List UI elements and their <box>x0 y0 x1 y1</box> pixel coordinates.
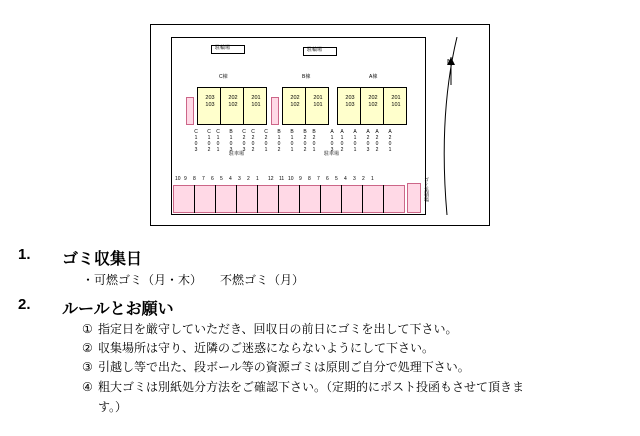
unit-lower: 102 <box>290 101 300 108</box>
unit-lower: 102 <box>228 101 238 108</box>
stall-number: 8 <box>308 176 311 182</box>
stall-label: A101 <box>352 129 358 153</box>
stall-number: 5 <box>335 176 338 182</box>
stall-number: 1 <box>256 176 259 182</box>
parking-label-1: 駐車場 <box>229 151 245 157</box>
stall-label: B101 <box>289 129 295 153</box>
stall-number: 12 <box>268 176 274 182</box>
stall-label: C201 <box>263 129 269 153</box>
unit-lower: 102 <box>368 101 378 108</box>
section-2-number: 2. <box>18 296 31 313</box>
unit-upper: 203 <box>345 95 355 101</box>
rule-text: 粗大ゴミは別紙処分方法をご確認下さい。（定期的にポスト投函もさせて頂きま <box>98 379 525 394</box>
unit-lower: 101 <box>313 101 323 108</box>
rule-item <box>82 379 622 395</box>
stall-label: B202 <box>302 129 308 153</box>
stall-number: 2 <box>247 176 250 182</box>
rule-text: 指定日を厳守していただき、回収日の前日にゴミを出して下さい。 <box>98 322 458 336</box>
stall-label: B201 <box>311 129 317 153</box>
unit-cell <box>223 95 243 109</box>
rule-text-continuation: す。） <box>98 399 128 414</box>
bike-parking-label-2: 駐輪場 <box>307 47 323 53</box>
rules-text-block <box>18 246 622 415</box>
stall-label: B103 <box>228 129 234 153</box>
garbage-area-label: ゴミ集積場 <box>423 177 429 202</box>
unit-cell <box>386 95 406 109</box>
rule-marker: ① <box>82 322 93 336</box>
stall-number: 11 <box>279 176 285 182</box>
rule-text: 収集場所は守り、近隣のご迷惑にならないようにして下さい。 <box>98 341 435 356</box>
unit-upper: 201 <box>313 95 323 101</box>
building-a-div-1 <box>360 87 361 125</box>
building-label-a: A棟 <box>369 74 378 80</box>
stall-number: 4 <box>229 176 232 182</box>
compass-north-label: N <box>447 59 453 66</box>
stall-divider <box>320 185 321 213</box>
section-1 <box>18 246 622 269</box>
stall-number: 3 <box>238 176 241 182</box>
unit-cell <box>363 95 383 109</box>
stall-number: 6 <box>326 176 329 182</box>
rule-marker: ③ <box>82 360 93 375</box>
stall-divider <box>236 185 237 213</box>
stall-number: 4 <box>344 176 347 182</box>
unit-lower: 101 <box>251 101 261 108</box>
stall-number: 5 <box>220 176 223 182</box>
stall-label: A203 <box>365 129 371 153</box>
unit-cell <box>246 95 266 109</box>
stall-label: B102 <box>276 129 282 153</box>
bike-parking-label-1: 駐輪場 <box>215 45 231 51</box>
building-c-div-1 <box>220 87 221 125</box>
parking-stalls-strip <box>173 185 405 213</box>
stall-divider <box>194 185 195 213</box>
unit-upper: 202 <box>228 95 238 101</box>
stall-divider <box>278 185 279 213</box>
stall-divider <box>257 185 258 213</box>
building-label-c: C棟 <box>219 74 228 80</box>
unit-upper: 201 <box>391 95 401 101</box>
unit-upper: 201 <box>251 95 261 101</box>
stall-divider <box>341 185 342 213</box>
unit-lower: 103 <box>205 101 215 108</box>
unit-upper: 203 <box>205 95 215 101</box>
section-2 <box>18 296 622 319</box>
building-a-div-2 <box>383 87 384 125</box>
stall-number: 1 <box>371 176 374 182</box>
unit-lower: 103 <box>345 101 355 108</box>
stall-divider <box>362 185 363 213</box>
section-2-title: ルールとお願い <box>62 301 174 318</box>
stall-number: 8 <box>193 176 196 182</box>
building-b-div-1 <box>305 87 306 125</box>
stall-label: A202 <box>374 129 380 153</box>
road-curve <box>423 37 463 215</box>
stall-number: 2 <box>362 176 365 182</box>
stall-divider <box>383 185 384 213</box>
stall-label: A201 <box>387 129 393 153</box>
unit-lower: 101 <box>391 101 401 108</box>
stall-label: A103 <box>329 129 335 153</box>
rule-marker: ② <box>82 341 93 356</box>
building-label-b: B棟 <box>302 74 311 80</box>
stall-label: C101 <box>215 129 221 153</box>
unit-cell <box>285 95 305 109</box>
rule-item <box>82 321 622 337</box>
entrance-strip-b <box>271 97 279 125</box>
parking-label-2: 駐車場 <box>324 151 340 157</box>
site-plan <box>150 24 490 226</box>
unit-upper: 202 <box>290 95 300 101</box>
stall-number: 6 <box>211 176 214 182</box>
stall-label: C102 <box>206 129 212 153</box>
rule-item <box>82 359 622 375</box>
stall-divider <box>215 185 216 213</box>
stall-label: C103 <box>193 129 199 153</box>
stall-number: 9 <box>184 176 187 182</box>
garbage-area <box>407 183 421 213</box>
section-1-bullet: ・可燃ゴミ（月・木） 不燃ゴミ（月） <box>82 273 305 287</box>
unit-cell <box>340 95 360 109</box>
stall-number: 7 <box>317 176 320 182</box>
stall-number: 9 <box>299 176 302 182</box>
rule-marker: ④ <box>82 379 93 394</box>
stall-number: 3 <box>353 176 356 182</box>
stall-label: C203 <box>241 129 247 153</box>
rule-item <box>82 340 622 356</box>
section-1-title: ゴミ収集日 <box>62 251 143 268</box>
stall-divider <box>299 185 300 213</box>
unit-cell <box>200 95 220 109</box>
stall-label: A102 <box>339 129 345 153</box>
stall-label: C202 <box>250 129 256 153</box>
stall-number: 10 <box>288 176 294 182</box>
unit-cell <box>308 95 328 109</box>
stall-number: 7 <box>202 176 205 182</box>
rule-text: 引越し等で出た、段ボール等の資源ゴミは原則ご自分で処理下さい。 <box>98 360 470 375</box>
stall-number: 10 <box>175 176 181 182</box>
section-1-number: 1. <box>18 246 31 263</box>
building-c-div-2 <box>243 87 244 125</box>
unit-upper: 202 <box>368 95 378 101</box>
entrance-strip-c <box>186 97 194 125</box>
